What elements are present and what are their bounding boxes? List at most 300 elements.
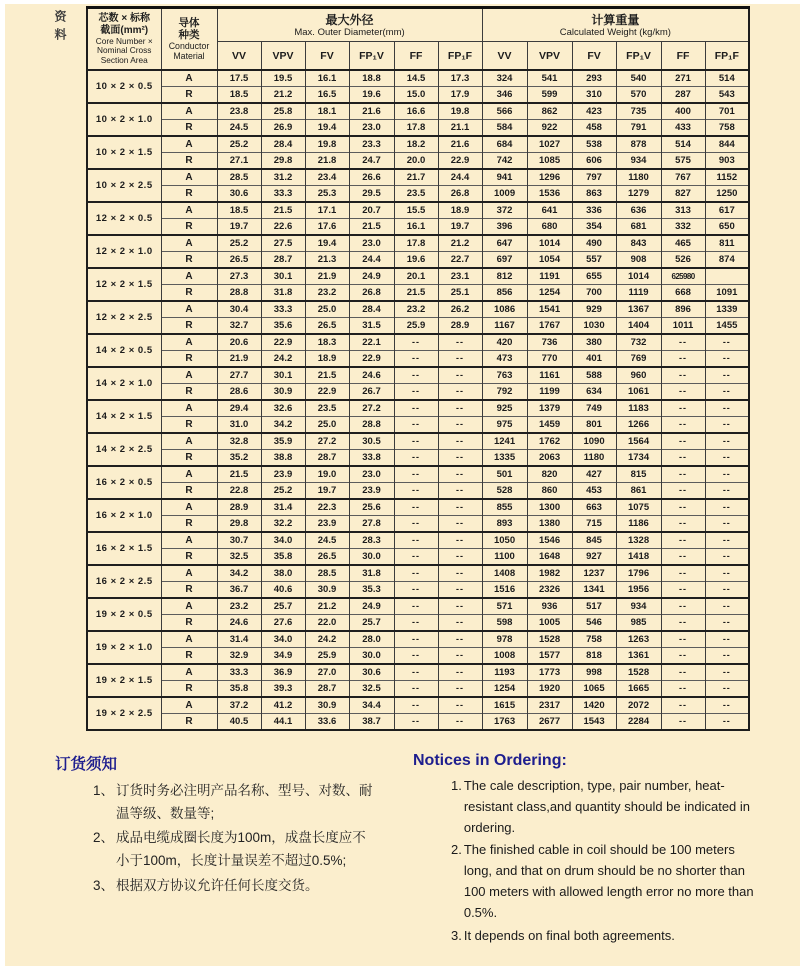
table-row	[87, 252, 749, 269]
weight-header-en: Calculated Weight (kg/km)	[559, 26, 671, 38]
weight-cell: 346	[482, 87, 527, 104]
table-row	[87, 120, 749, 137]
diameter-cell: 37.2	[217, 697, 261, 714]
diameter-cell: --	[438, 450, 482, 467]
conductor-material-cell: R	[161, 186, 217, 203]
weight-cell: 541	[527, 70, 572, 87]
weight-cell: 797	[572, 169, 616, 186]
diameter-cell: 26.2	[438, 301, 482, 318]
diameter-cell: 26.5	[305, 549, 349, 566]
weight-cell: 1119	[616, 285, 661, 302]
diameter-cell: 33.3	[217, 664, 261, 681]
conductor-header-zh-2: 种类	[178, 29, 200, 41]
diameter-cell: 25.1	[438, 285, 482, 302]
diameter-cell: 18.9	[305, 351, 349, 368]
conductor-material-cell: A	[161, 301, 217, 318]
weight-subcol-5: FF	[661, 42, 705, 71]
weight-subcol-2: VPV	[527, 42, 572, 71]
table-row	[87, 318, 749, 335]
conductor-material-cell: A	[161, 433, 217, 450]
diameter-cell: 23.0	[349, 235, 394, 252]
diameter-cell: --	[394, 384, 438, 401]
diameter-cell: 28.9	[438, 318, 482, 335]
weight-cell: 1266	[616, 417, 661, 434]
diameter-cell: 25.7	[261, 598, 305, 615]
diameter-cell: 30.0	[349, 648, 394, 665]
weight-cell: 1341	[572, 582, 616, 599]
weight-cell: --	[661, 598, 705, 615]
diameter-cell: 18.9	[438, 202, 482, 219]
weight-cell: --	[705, 664, 749, 681]
weight-cell: 700	[572, 285, 616, 302]
conductor-material-cell: A	[161, 400, 217, 417]
notice-en-item-2-text: The finished cable in coil should be 100 meters long, and that on drum should be no shorter than 100 meters with allowed length error no more than 0.5%.	[463, 842, 754, 920]
weight-cell: 634	[572, 384, 616, 401]
conductor-material-cell: A	[161, 565, 217, 582]
weight-cell: 1543	[572, 714, 616, 731]
conductor-material-cell: A	[161, 499, 217, 516]
weight-cell: 1380	[527, 516, 572, 533]
diameter-cell: 35.2	[217, 450, 261, 467]
diameter-cell: 19.7	[438, 219, 482, 236]
table-row	[87, 153, 749, 170]
notice-zh-item-1	[55, 780, 377, 825]
weight-cell: 1541	[527, 301, 572, 318]
conductor-material-cell: R	[161, 318, 217, 335]
diameter-cell: 38.0	[261, 565, 305, 582]
diameter-cell: 32.5	[349, 681, 394, 698]
diameter-cell: --	[394, 483, 438, 500]
diameter-cell: --	[394, 450, 438, 467]
diameter-cell: 31.2	[261, 169, 305, 186]
diameter-cell: 21.2	[305, 598, 349, 615]
size-cell: 14 × 2 × 0.5	[87, 334, 161, 367]
weight-cell: 763	[482, 367, 527, 384]
size-cell: 14 × 2 × 1.5	[87, 400, 161, 433]
conductor-material-cell: R	[161, 714, 217, 731]
weight-cell: --	[705, 417, 749, 434]
table-row	[87, 532, 749, 549]
weight-cell: 490	[572, 235, 616, 252]
diameter-cell: 14.5	[394, 70, 438, 87]
weight-cell: 1920	[527, 681, 572, 698]
weight-cell: 878	[616, 136, 661, 153]
size-cell: 12 × 2 × 2.5	[87, 301, 161, 334]
diameter-cell: 30.0	[349, 549, 394, 566]
weight-cell: 1564	[616, 433, 661, 450]
weight-cell: 1167	[482, 318, 527, 335]
diameter-cell: 18.5	[217, 202, 261, 219]
table-row	[87, 417, 749, 434]
conductor-header-en-1: Conductor	[168, 41, 210, 51]
weight-cell: 598	[482, 615, 527, 632]
weight-cell: 770	[527, 351, 572, 368]
weight-cell: 2317	[527, 697, 572, 714]
notice-en-item-2	[413, 840, 765, 923]
diameter-cell: 36.7	[217, 582, 261, 599]
diameter-cell: 32.9	[217, 648, 261, 665]
diameter-cell: --	[394, 499, 438, 516]
size-cell: 16 × 2 × 1.5	[87, 532, 161, 565]
weight-cell: 1263	[616, 631, 661, 648]
weight-cell: 1061	[616, 384, 661, 401]
weight-cell: 1796	[616, 565, 661, 582]
weight-cell: 684	[482, 136, 527, 153]
table-row	[87, 565, 749, 582]
weight-cell: 636	[616, 202, 661, 219]
weight-cell: 332	[661, 219, 705, 236]
weight-cell: 769	[616, 351, 661, 368]
weight-cell: 1367	[616, 301, 661, 318]
weight-cell: 336	[572, 202, 616, 219]
weight-cell: 1161	[527, 367, 572, 384]
diameter-cell: 25.3	[305, 186, 349, 203]
diameter-cell: 25.0	[305, 417, 349, 434]
diameter-cell: 27.8	[349, 516, 394, 533]
weight-cell: 861	[616, 483, 661, 500]
weight-cell: 427	[572, 466, 616, 483]
diameter-cell: 18.8	[349, 70, 394, 87]
size-cell: 12 × 2 × 0.5	[87, 202, 161, 235]
table-row	[87, 516, 749, 533]
conductor-material-cell: A	[161, 697, 217, 714]
weight-cell: 401	[572, 351, 616, 368]
notice-zh-item-2-text: 成品电缆成圈长度为100m，成盘长度应不小于100m，长度计量误差不超过0.5%;	[116, 830, 366, 869]
diameter-header-en: Max. Outer Diameter(mm)	[294, 26, 405, 38]
diameter-cell: 25.0	[305, 301, 349, 318]
diameter-cell: 26.5	[217, 252, 261, 269]
diameter-cell: --	[438, 681, 482, 698]
weight-subcol-4: FP₁V	[616, 42, 661, 71]
weight-cell: 975	[482, 417, 527, 434]
weight-cell: --	[661, 483, 705, 500]
weight-cell: --	[661, 664, 705, 681]
table-row	[87, 433, 749, 450]
diameter-cell: 26.8	[349, 285, 394, 302]
size-cell: 14 × 2 × 1.0	[87, 367, 161, 400]
table-row	[87, 268, 749, 285]
diameter-cell: 16.5	[305, 87, 349, 104]
diameter-cell: 25.2	[217, 136, 261, 153]
diameter-cell: 34.4	[349, 697, 394, 714]
notice-zh-item-3-num: 3、	[93, 877, 115, 893]
weight-cell: 893	[482, 516, 527, 533]
notice-en-item-3-text: It depends on final both agreements.	[463, 927, 675, 943]
table-row	[87, 219, 749, 236]
weight-cell: 929	[572, 301, 616, 318]
diameter-cell: 26.6	[349, 169, 394, 186]
weight-cell: 599	[527, 87, 572, 104]
table-row	[87, 483, 749, 500]
diameter-cell: 21.5	[217, 466, 261, 483]
weight-cell: --	[705, 450, 749, 467]
weight-cell: 758	[705, 120, 749, 137]
weight-cell: --	[705, 433, 749, 450]
diameter-cell: --	[394, 714, 438, 731]
weight-cell: 863	[572, 186, 616, 203]
weight-cell: --	[705, 631, 749, 648]
weight-cell: 1418	[616, 549, 661, 566]
notice-zh-item-2	[55, 827, 377, 872]
diameter-cell: 35.8	[217, 681, 261, 698]
table-row	[87, 697, 749, 714]
conductor-material-cell: A	[161, 532, 217, 549]
weight-cell: 1152	[705, 169, 749, 186]
diameter-cell: --	[394, 681, 438, 698]
diameter-cell: --	[394, 417, 438, 434]
diameter-cell: 21.5	[349, 219, 394, 236]
weight-cell: 742	[482, 153, 527, 170]
diameter-cell: 17.8	[394, 120, 438, 137]
weight-cell: 925	[482, 400, 527, 417]
weight-cell: 540	[616, 70, 661, 87]
weight-cell: 1408	[482, 565, 527, 582]
diameter-cell: 18.3	[305, 334, 349, 351]
weight-cell: 526	[661, 252, 705, 269]
weight-cell: --	[661, 549, 705, 566]
diameter-cell: 25.8	[261, 103, 305, 120]
diameter-cell: 17.5	[217, 70, 261, 87]
diameter-cell: 35.3	[349, 582, 394, 599]
diameter-cell: 31.8	[349, 565, 394, 582]
diameter-cell: 23.3	[349, 136, 394, 153]
diameter-cell: 22.1	[349, 334, 394, 351]
diameter-cell: 28.9	[217, 499, 261, 516]
weight-cell: --	[661, 384, 705, 401]
diameter-cell: 23.8	[217, 103, 261, 120]
diameter-cell: 25.2	[217, 235, 261, 252]
conductor-material-cell: R	[161, 483, 217, 500]
diameter-cell: 24.5	[217, 120, 261, 137]
diameter-cell: 28.4	[349, 301, 394, 318]
conductor-material-cell: R	[161, 648, 217, 665]
diameter-cell: 35.8	[261, 549, 305, 566]
diameter-cell: --	[438, 631, 482, 648]
weight-cell: 827	[661, 186, 705, 203]
diameter-cell: --	[438, 697, 482, 714]
weight-cell: 1237	[572, 565, 616, 582]
weight-cell: 1027	[527, 136, 572, 153]
weight-cell: --	[661, 648, 705, 665]
table-header	[87, 8, 749, 71]
diameter-cell: --	[394, 334, 438, 351]
table-row	[87, 384, 749, 401]
diameter-cell: 28.5	[217, 169, 261, 186]
size-cell: 14 × 2 × 2.5	[87, 433, 161, 466]
diameter-cell: 18.2	[394, 136, 438, 153]
diameter-cell: --	[394, 664, 438, 681]
page-margin-left	[0, 0, 5, 969]
weight-cell: 1516	[482, 582, 527, 599]
weight-cell: 324	[482, 70, 527, 87]
weight-cell: 1180	[616, 169, 661, 186]
size-cell: 19 × 2 × 0.5	[87, 598, 161, 631]
weight-cell: 681	[616, 219, 661, 236]
diameter-cell: 27.2	[349, 400, 394, 417]
diameter-cell: 30.6	[217, 186, 261, 203]
ordering-notice-en	[413, 752, 765, 948]
weight-cell: 420	[482, 334, 527, 351]
size-cell: 19 × 2 × 1.0	[87, 631, 161, 664]
conductor-material-cell: R	[161, 219, 217, 236]
conductor-material-cell: R	[161, 681, 217, 698]
weight-cell: 313	[661, 202, 705, 219]
diameter-cell: 19.4	[305, 120, 349, 137]
diameter-cell: 31.8	[261, 285, 305, 302]
weight-cell: 735	[616, 103, 661, 120]
weight-cell: 650	[705, 219, 749, 236]
weight-cell: 271	[661, 70, 705, 87]
diameter-cell: 35.9	[261, 433, 305, 450]
table-row	[87, 334, 749, 351]
weight-cell: 453	[572, 483, 616, 500]
weight-cell: --	[705, 615, 749, 632]
diameter-cell: 23.9	[349, 483, 394, 500]
weight-cell: 1100	[482, 549, 527, 566]
weight-cell: 844	[705, 136, 749, 153]
weight-cell: 792	[482, 384, 527, 401]
diameter-cell: 28.3	[349, 532, 394, 549]
diameter-cell: 23.0	[349, 466, 394, 483]
diameter-cell: 20.7	[349, 202, 394, 219]
diameter-cell: 34.0	[261, 532, 305, 549]
conductor-material-cell: A	[161, 70, 217, 87]
diameter-cell: 25.2	[261, 483, 305, 500]
page-margin-top	[0, 0, 800, 4]
diameter-subcol-1: VV	[217, 42, 261, 71]
weight-cell: --	[705, 532, 749, 549]
diameter-cell: 22.7	[438, 252, 482, 269]
diameter-cell: --	[394, 433, 438, 450]
weight-cell: 927	[572, 549, 616, 566]
diameter-cell: 19.7	[217, 219, 261, 236]
conductor-material-cell: R	[161, 615, 217, 632]
diameter-cell: --	[394, 598, 438, 615]
size-cell: 16 × 2 × 1.0	[87, 499, 161, 532]
diameter-cell: 22.9	[349, 351, 394, 368]
notice-en-item-1	[413, 776, 765, 838]
diameter-subcol-4: FP₁V	[349, 42, 394, 71]
size-header-zh-2: 截面(mm²)	[100, 24, 149, 36]
diameter-cell: --	[394, 532, 438, 549]
weight-cell: --	[661, 681, 705, 698]
diameter-cell: 27.1	[217, 153, 261, 170]
diameter-cell: --	[394, 565, 438, 582]
table-row	[87, 103, 749, 120]
weight-cell: 903	[705, 153, 749, 170]
diameter-cell: 22.0	[305, 615, 349, 632]
diameter-cell: 17.6	[305, 219, 349, 236]
weight-cell: 767	[661, 169, 705, 186]
table-row	[87, 631, 749, 648]
diameter-cell: 21.5	[305, 367, 349, 384]
weight-cell: 1648	[527, 549, 572, 566]
weight-cell: 372	[482, 202, 527, 219]
diameter-cell: 24.6	[217, 615, 261, 632]
diameter-cell: 23.2	[394, 301, 438, 318]
diameter-cell: 22.9	[438, 153, 482, 170]
table-row	[87, 136, 749, 153]
weight-cell: 1254	[527, 285, 572, 302]
table-row	[87, 301, 749, 318]
weight-cell: --	[705, 648, 749, 665]
weight-cell: 1183	[616, 400, 661, 417]
diameter-cell: 30.5	[349, 433, 394, 450]
diameter-cell: 21.8	[305, 153, 349, 170]
weight-cell: --	[661, 367, 705, 384]
weight-subcol-6: FP₁F	[705, 42, 749, 71]
diameter-cell: --	[438, 648, 482, 665]
weight-cell: 1254	[482, 681, 527, 698]
diameter-cell: 33.3	[261, 186, 305, 203]
table-row	[87, 648, 749, 665]
weight-cell: 1577	[527, 648, 572, 665]
diameter-cell: 23.2	[217, 598, 261, 615]
weight-cell: 617	[705, 202, 749, 219]
weight-cell: --	[705, 565, 749, 582]
weight-cell: 1005	[527, 615, 572, 632]
diameter-cell: 34.2	[217, 565, 261, 582]
diameter-cell: 31.4	[217, 631, 261, 648]
diameter-cell: 30.1	[261, 268, 305, 285]
diameter-cell: 36.9	[261, 664, 305, 681]
weight-cell: 641	[527, 202, 572, 219]
diameter-cell: 29.4	[217, 400, 261, 417]
diameter-cell: 32.8	[217, 433, 261, 450]
diameter-cell: 25.9	[305, 648, 349, 665]
weight-cell: 473	[482, 351, 527, 368]
weight-cell: 1193	[482, 664, 527, 681]
diameter-cell: 21.1	[438, 120, 482, 137]
diameter-cell: 40.6	[261, 582, 305, 599]
weight-cell: 1050	[482, 532, 527, 549]
diameter-cell: 24.2	[261, 351, 305, 368]
conductor-material-cell: R	[161, 285, 217, 302]
weight-subcol-1: VV	[482, 42, 527, 71]
weight-cell: 1011	[661, 318, 705, 335]
diameter-cell: --	[394, 516, 438, 533]
weight-cell: 1455	[705, 318, 749, 335]
weight-cell: 843	[616, 235, 661, 252]
diameter-subcol-5: FF	[394, 42, 438, 71]
weight-cell: --	[705, 681, 749, 698]
conductor-header-zh-1: 导体	[178, 17, 200, 29]
diameter-cell: 21.7	[394, 169, 438, 186]
weight-cell: 1014	[527, 235, 572, 252]
weight-cell: 647	[482, 235, 527, 252]
weight-cell: 862	[527, 103, 572, 120]
table-row	[87, 499, 749, 516]
weight-cell: 758	[572, 631, 616, 648]
conductor-material-cell: A	[161, 103, 217, 120]
conductor-material-cell: R	[161, 450, 217, 467]
diameter-cell: 25.7	[349, 615, 394, 632]
diameter-cell: 15.0	[394, 87, 438, 104]
weight-cell: 380	[572, 334, 616, 351]
weight-cell: 1762	[527, 433, 572, 450]
weight-cell: 1300	[527, 499, 572, 516]
weight-cell: 1361	[616, 648, 661, 665]
table-row	[87, 169, 749, 186]
weight-cell: 697	[482, 252, 527, 269]
weight-cell: 818	[572, 648, 616, 665]
weight-cell: 1054	[527, 252, 572, 269]
diameter-cell: 30.9	[305, 697, 349, 714]
weight-cell: 1090	[572, 433, 616, 450]
diameter-cell: 38.8	[261, 450, 305, 467]
size-header-en: Core Number × Nominal Cross Section Area	[95, 35, 153, 65]
weight-cell: 514	[705, 70, 749, 87]
